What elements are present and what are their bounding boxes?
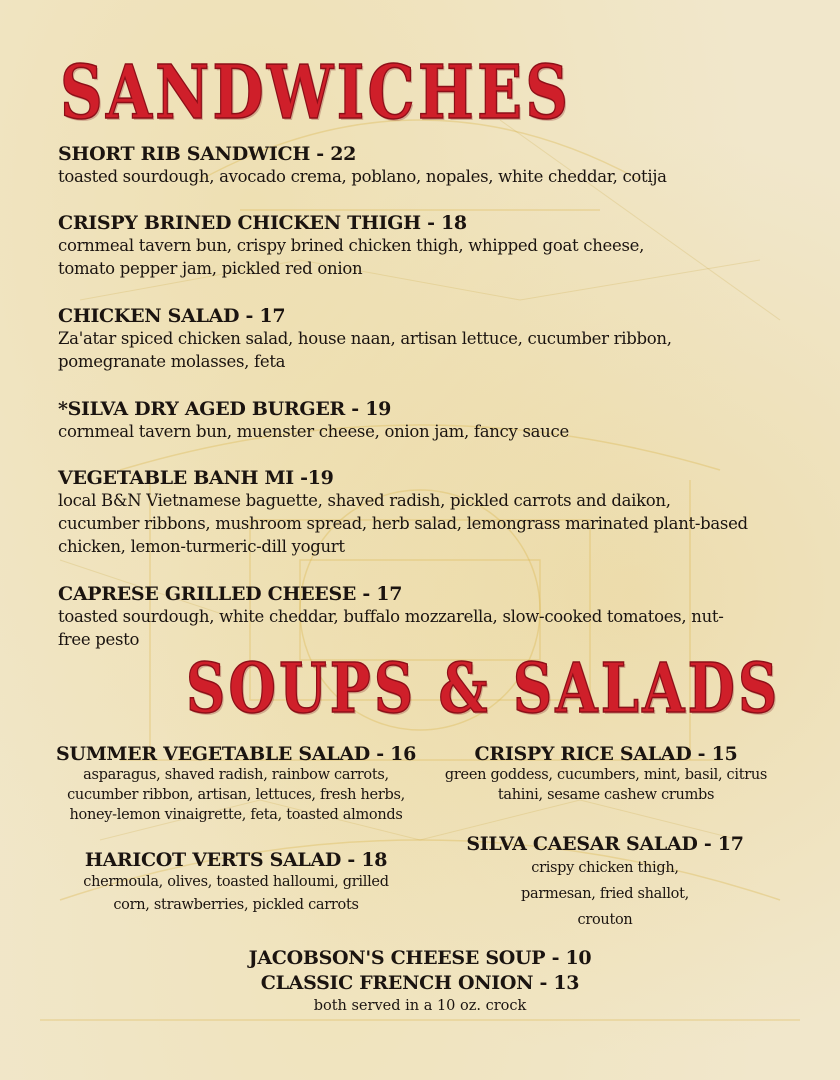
soups-salads-heading: SOUPS & SALADS [186, 649, 781, 729]
menu-item-crispy-brined-chicken-thigh [58, 212, 798, 280]
soups-block [170, 946, 670, 1016]
salad-haricot-verts [66, 849, 406, 917]
sandwiches-heading: SANDWICHES [60, 50, 572, 136]
item-name: CHICKEN SALAD - 17 [58, 305, 286, 327]
soup-serving-note: both served in a 10 oz. crock [313, 998, 527, 1014]
salad-name: HARICOT VERTS SALAD - 18 [84, 849, 388, 871]
salad-description: chermoula, olives, toasted halloumi, grilled corn, strawberries, pickled carrots [83, 874, 389, 913]
salad-summer-vegetable [56, 743, 416, 825]
salad-description: crispy chicken thigh, parmesan, fried shallot, crouton [521, 860, 689, 928]
salad-description: asparagus, shaved radish, rainbow carrots, cucumber ribbon, artisan, lettuces, fresh herbs, honey-lemon vinaigrette, feta, toasted almonds [67, 767, 405, 823]
item-description: toasted sourdough, avocado crema, poblano, nopales, white cheddar, cotija [58, 167, 667, 186]
salad-description: green goddess, cucumbers, mint, basil, citrus tahini, sesame cashew crumbs [444, 767, 768, 803]
salad-name: CRISPY RICE SALAD - 15 [474, 743, 738, 765]
salad-name: SUMMER VEGETABLE SALAD - 16 [56, 743, 417, 765]
item-name: CAPRESE GRILLED CHEESE - 17 [58, 583, 403, 605]
menu-item-silva-dry-aged-burger [58, 398, 798, 443]
soup-classic-french-onion: CLASSIC FRENCH ONION - 13 [260, 972, 580, 994]
salad-silva-caesar [450, 833, 760, 933]
item-description: Za'atar spiced chicken salad, house naan, artisan lettuce, cucumber ribbon, pomegranate molasses, feta [58, 329, 672, 371]
salad-crispy-rice [436, 743, 776, 805]
soup-jacobsons-cheese: JACOBSON'S CHEESE SOUP - 10 [248, 947, 592, 969]
menu-item-chicken-salad [58, 305, 798, 373]
item-name: *SILVA DRY AGED BURGER - 19 [58, 398, 392, 420]
item-description: cornmeal tavern bun, muenster cheese, onion jam, fancy sauce [58, 422, 569, 441]
item-description: cornmeal tavern bun, crispy brined chicken thigh, whipped goat cheese, tomato pepper jam, pickled red onion [58, 236, 645, 278]
item-name: VEGETABLE BANH MI -19 [58, 467, 334, 489]
item-description: local B&N Vietnamese baguette, shaved radish, pickled carrots and daikon, cucumber ribbons, mushroom spread, herb salad, lemongrass marinated plant-based chicken, lemon-turmeric-dill yogurt [58, 491, 748, 556]
menu-item-short-rib-sandwich [58, 143, 798, 188]
item-name: SHORT RIB SANDWICH - 22 [58, 143, 357, 165]
item-name: CRISPY BRINED CHICKEN THIGH - 18 [58, 212, 467, 234]
menu-item-vegetable-banh-mi [58, 467, 798, 558]
menu-item-caprese-grilled-cheese [58, 583, 798, 651]
item-description: toasted sourdough, white cheddar, buffalo mozzarella, slow-cooked tomatoes, nut-free pesto [58, 607, 724, 649]
salad-name: SILVA CAESAR SALAD - 17 [466, 833, 744, 855]
